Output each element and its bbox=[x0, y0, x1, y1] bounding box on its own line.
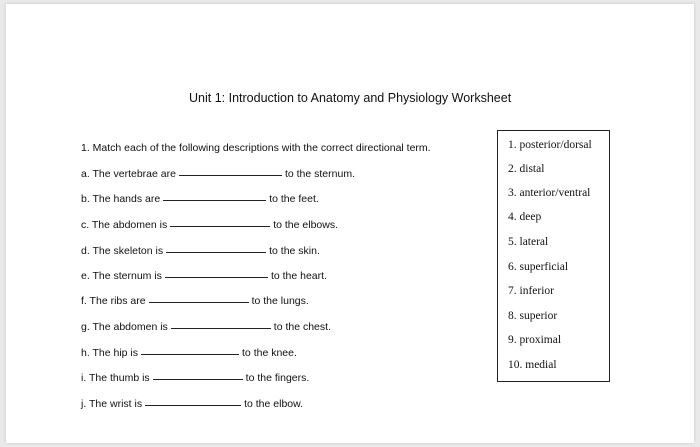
question-h bbox=[81, 347, 297, 359]
question-prefix: g. The abdomen is bbox=[81, 321, 168, 333]
answer-blank[interactable] bbox=[163, 199, 266, 201]
question-d bbox=[81, 245, 320, 257]
term-item: 2. distal bbox=[508, 163, 545, 175]
question-j bbox=[81, 398, 303, 410]
term-item: 8. superior bbox=[508, 310, 558, 322]
question-suffix: to the knee. bbox=[242, 347, 297, 359]
term-item: 10. medial bbox=[508, 359, 557, 371]
answer-blank[interactable] bbox=[149, 301, 249, 303]
question-b bbox=[81, 193, 319, 205]
term-item: 4. deep bbox=[508, 211, 542, 223]
term-item: 5. lateral bbox=[508, 236, 549, 248]
question-suffix: to the lungs. bbox=[251, 295, 309, 307]
answer-blank[interactable] bbox=[165, 276, 268, 278]
answer-blank[interactable] bbox=[179, 174, 282, 176]
question-suffix: to the sternum. bbox=[284, 168, 355, 180]
term-item: 7. inferior bbox=[508, 285, 554, 297]
question-suffix: to the heart. bbox=[270, 270, 327, 282]
question-suffix: to the chest. bbox=[273, 321, 331, 333]
question-prefix: b. The hands are bbox=[81, 193, 161, 205]
question-suffix: to the feet. bbox=[269, 193, 319, 205]
answer-blank[interactable] bbox=[170, 225, 270, 227]
answer-blank[interactable] bbox=[145, 404, 241, 406]
answer-blank[interactable] bbox=[141, 353, 239, 355]
question-c bbox=[81, 219, 338, 231]
question-prefix: f. The ribs are bbox=[81, 295, 146, 307]
term-item: 1. posterior/dorsal bbox=[508, 139, 592, 151]
directional-terms-box bbox=[497, 130, 610, 382]
question-g bbox=[81, 321, 331, 333]
question-prefix: h. The hip is bbox=[81, 347, 139, 359]
question-suffix: to the skin. bbox=[269, 245, 320, 257]
answer-blank[interactable] bbox=[153, 378, 243, 380]
question-instruction: 1. Match each of the following descriptions with the correct directional term. bbox=[81, 142, 431, 154]
question-prefix: i. The thumb is bbox=[81, 372, 150, 384]
question-suffix: to the elbows. bbox=[273, 219, 338, 231]
question-prefix: e. The sternum is bbox=[81, 270, 162, 282]
term-item: 3. anterior/ventral bbox=[508, 187, 591, 199]
question-e bbox=[81, 270, 327, 282]
question-suffix: to the fingers. bbox=[245, 372, 310, 384]
question-i bbox=[81, 372, 309, 384]
term-item: 9. proximal bbox=[508, 334, 562, 346]
question-prefix: d. The skeleton is bbox=[81, 245, 164, 257]
answer-blank[interactable] bbox=[166, 251, 266, 253]
question-f bbox=[81, 295, 309, 307]
question-prefix: a. The vertebrae are bbox=[81, 168, 176, 180]
term-item: 6. superficial bbox=[508, 261, 569, 273]
question-prefix: j. The wrist is bbox=[81, 398, 143, 410]
question-a bbox=[81, 168, 355, 180]
answer-blank[interactable] bbox=[171, 327, 271, 329]
question-suffix: to the elbow. bbox=[244, 398, 304, 410]
worksheet-title: Unit 1: Introduction to Anatomy and Physiology Worksheet bbox=[189, 91, 512, 105]
question-prefix: c. The abdomen is bbox=[81, 219, 168, 231]
